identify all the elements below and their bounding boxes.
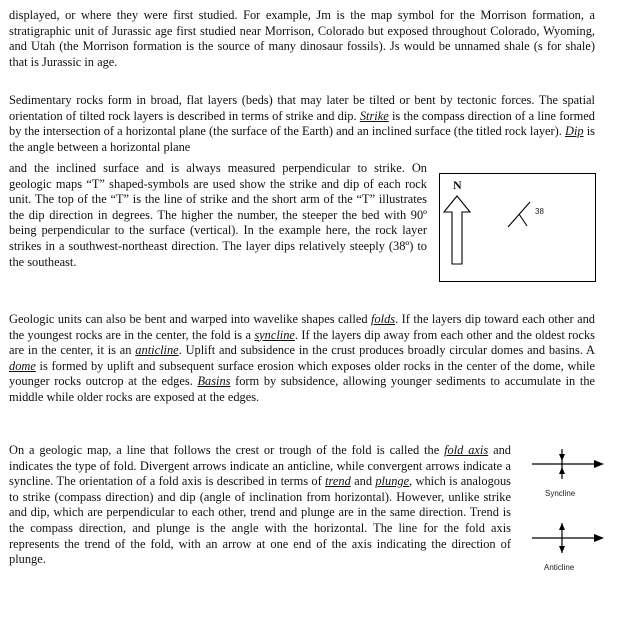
paragraph-strike-dip-intro: Sedimentary rocks form in broad, flat layers (beds) that may later be tilted or bent by tectonic forces. The spatial orientation of tilted rock layers is described in terms of strike and dip. Strike is the compass direction of a line formed by the intersection of a horizontal plane (the surface of the Earth) and an inclined surface (the titled rock layer). Dip is the angle between a horizontal plane bbox=[9, 93, 595, 154]
paragraph-folds: Geologic units can also be bent and warped into wavelike shapes called folds. If the layers dip toward each other and the youngest rocks are in the center, the fold is a syncline. If the layers dip away from each other and the oldest rocks are in the center, it is an anticline. Uplift and subsidence in the crust produces broadly circular domes and basins. A dome is formed by uplift and subsequent surface erosion which exposes older rocks in the center of the dome, while younger rocks outcrop at the edges. Basins form by subsidence, allowing younger sediments to accumulate in the middle while older rocks are exposed at the edges. bbox=[9, 312, 596, 404]
term-fold-axis: fold axis bbox=[444, 443, 489, 457]
syncline-symbol-icon bbox=[528, 447, 608, 481]
term-trend: trend bbox=[325, 474, 351, 489]
term-anticline: anticline bbox=[135, 343, 179, 358]
paragraph-strike-dip-detail: and the inclined surface and is always measured perpendicular to strike. On geologic maps “T” shaped-symbols are used show the strike and dip of each rock unit. The top of the “T” is the line of strike and the short arm of the “T” illustrates the dip direction in degrees. The higher the number, the steeper the bed with 90º being perpendicular to the surface (vertical). In the example here, the rock layer strikes in a southwest-northeast direction. The layer dips relatively steeply (38º) to the southeast. bbox=[9, 161, 427, 269]
anticline-label: Anticline bbox=[544, 563, 575, 572]
north-label: N bbox=[453, 178, 462, 192]
strike-dip-symbol-icon bbox=[440, 174, 597, 283]
term-strike: Strike bbox=[359, 108, 389, 123]
syncline-label: Syncline bbox=[545, 489, 576, 498]
term-folds: folds bbox=[370, 312, 396, 326]
term-syncline: syncline bbox=[254, 327, 295, 342]
term-dip: Dip bbox=[565, 124, 584, 139]
strike-dip-figure bbox=[439, 173, 596, 282]
term-plunge: plunge bbox=[375, 474, 410, 489]
term-dome: dome bbox=[9, 358, 36, 373]
anticline-symbol-icon bbox=[528, 521, 608, 555]
paragraph-fold-axis: On a geologic map, a line that follows the crest or trough of the fold is called the fold axis and indicates the type of fold. Divergent arrows indicate an anticline, while convergent arrows indicate a syncline. The orientation of a fold axis is described in terms of trend and plunge, which is analogous to strike (compass direction) and dip (angle of inclination from horizontal). However, unlike strike and dip, which are perpendicular to each other, trend and plunge are in the same direction. Trend is the compass direction, and plunge is the angle with the horizontal. The line for the fold axis represents the trend of the fold, with an arrow at one end of the axis indicating the direction of plunge. bbox=[9, 443, 511, 567]
dip-value: 38 bbox=[535, 207, 544, 216]
paragraph-morrison: displayed, or where they were first studied. For example, Jm is the map symbol for the Morrison formation, a stratigraphic unit of Jurassic age first studied near Morrison, Colorado but exposed throughout Colorado, Wyoming, and Utah (the Morrison formation is the source of many dinosaur fossils). Js would be unnamed shale (s for shale) that is Jurassic in age. bbox=[9, 8, 595, 69]
term-basins: Basins bbox=[197, 374, 231, 389]
